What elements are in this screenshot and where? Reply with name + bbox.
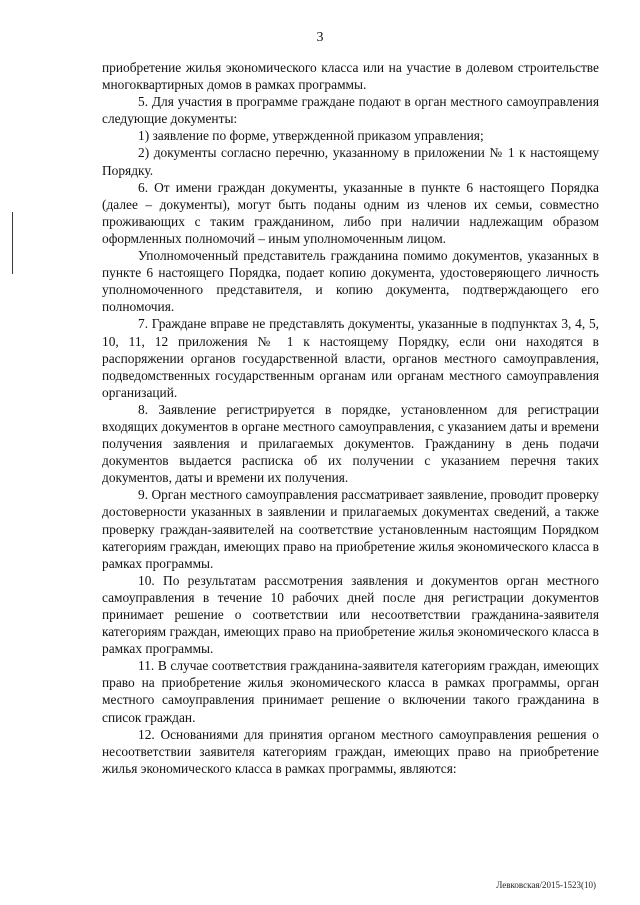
paragraph-subitem-2: 2) документы согласно перечню, указанному в приложении № 1 к настоящему Порядку. <box>102 145 599 178</box>
page-number: 3 <box>316 30 324 45</box>
paragraph-item-10: 10. По результатам рассмотрения заявления и документов орган местного самоуправления в течение 10 рабочих дней после дня регистрации документов принимает решение о соответствии или несоответствии гражданина-заявителя категориям граждан, имеющих право на приобретение жилья экономического класса в рамках программы. <box>102 572 599 657</box>
paragraph-continuation: приобретение жилья экономического класса или на участие в долевом строительстве многоквартирных домов в рамках программы. <box>102 60 599 93</box>
paragraph-item-6: 6. От имени граждан документы, указанные в пункте 6 настоящего Порядка (далее – документы), могут быть поданы одним из членов их семьи, совместно проживающих с таким гражданином, либо при наличии надлежащим образом оформленных полномочий – иным уполномоченным лицом. <box>102 179 599 246</box>
paragraph-item-12: 12. Основаниями для принятия органом местного самоуправления решения о несоответствии заявителя категориям граждан, имеющих право на приобретение жилья экономического класса в рамках программы, являются: <box>102 726 599 776</box>
document-body <box>102 59 599 777</box>
paragraph-subitem-1: 1) заявление по форме, утвержденной приказом управления; <box>138 128 484 144</box>
paragraph-item-5: 5. Для участия в программе граждане подают в орган местного самоуправления следующие документы: <box>102 94 599 127</box>
paragraph-item-7: 7. Граждане вправе не представлять документы, указанные в подпунктах 3, 4, 5, 10, 11, 12 приложения № 1 к настоящему Порядку, если они находятся в распоряжении органов государственной власти, органов местного самоуправления, подведомственных государственным органам или органам местного самоуправления организаций. <box>102 316 599 400</box>
paragraph-item-11: 11. В случае соответствия гражданина-заявителя категориям граждан, имеющих право на приобретение жилья экономического класса в рамках программы, орган местного самоуправления принимает решение о включении такого гражданина в список граждан. <box>102 658 599 725</box>
paragraph-representative: Уполномоченный представитель гражданина помимо документов, указанных в пункте 6 настоящего Порядка, подает копию документа, удостоверяющего личность уполномоченного представителя, и копию документа, подтверждающего его полномочия. <box>102 248 599 315</box>
paragraph-item-9: 9. Орган местного самоуправления рассматривает заявление, проводит проверку достоверности указанных в заявлении и прилагаемых документах сведений, а также проверку граждан-заявителей на соответствие установленным настоящим Порядком категориям граждан, имеющих право на приобретение жилья экономического класса в рамках программы. <box>102 487 599 571</box>
paragraph-item-8: 8. Заявление регистрируется в порядке, установленном для регистрации входящих документов в органе местного самоуправления, с указанием даты и времени получения заявления и прилагаемых документов. Гражданину в день подачи документов выдается расписка об их получении с указанием перечня таких документов, даты и времени их получения. <box>102 401 599 486</box>
footer-reference: Левковская/2015-1523(10) <box>496 880 596 890</box>
margin-mark <box>12 212 13 274</box>
